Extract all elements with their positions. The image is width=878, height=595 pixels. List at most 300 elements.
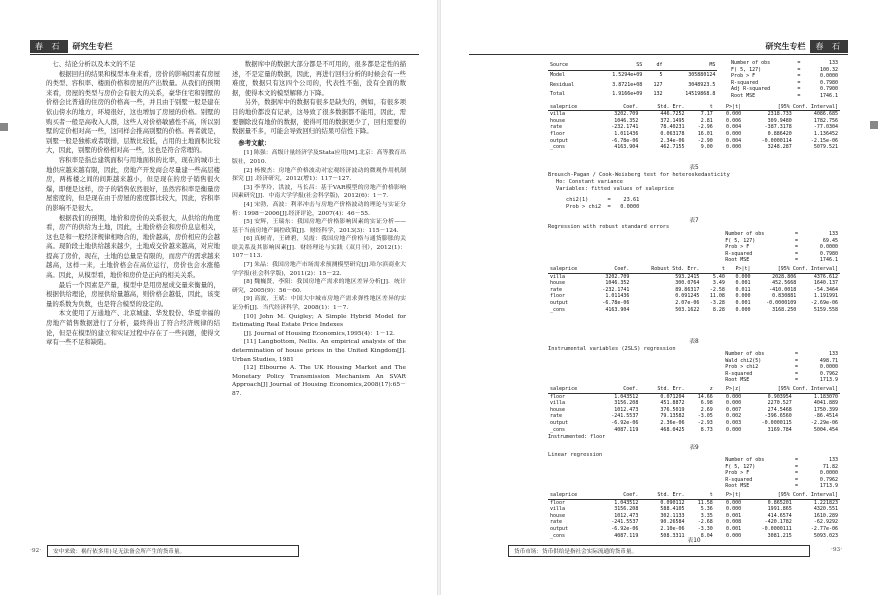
table-cell: = xyxy=(794,483,798,490)
paragraph: 容积率是指总建筑面积与用地面积的比率，现在的城市土地供应越来越有限，因此，房地产开发商会尽量建一些高层楼房，两栋楼之间的间距越来越小，但是现在的房子销售很火爆，即便是这样，房子的销售依然很好，虽然容积率是衡量房屋密度的，但是现在由于房屋的密度都比较大，因此，容积率的影响不是很大。 xyxy=(46,155,220,212)
header-rule xyxy=(30,54,419,55)
table-cell: = xyxy=(794,370,798,377)
table-cell: villa xyxy=(550,506,566,513)
table-cell: 2.69 xyxy=(700,406,713,413)
stat-row xyxy=(729,60,840,67)
column-header: [95% Conf. Interval] xyxy=(743,104,840,111)
table-row xyxy=(548,407,840,414)
table-cell: 1.183070 xyxy=(813,393,838,400)
table-cell: -387.3178 xyxy=(764,124,792,131)
column-header: MS xyxy=(665,60,718,70)
table-cell: = xyxy=(794,237,798,244)
table-cell: 1782.756 xyxy=(813,117,838,124)
table-cell: 0.071204 xyxy=(660,393,685,400)
table-cell: 1640.137 xyxy=(813,280,838,287)
table-cell: 0.7980 xyxy=(819,79,838,86)
table-cell: Wald chi2(5) xyxy=(725,357,762,364)
table-cell: 5079.521 xyxy=(813,144,838,151)
table-cell: -54.3464 xyxy=(813,286,838,293)
table-row xyxy=(548,400,840,407)
table-cell: -3.28 xyxy=(709,299,725,306)
table-cell: 1.136452 xyxy=(813,130,838,137)
table-cell: 2.36e-06 xyxy=(660,419,685,426)
table-cell: Root MSE xyxy=(725,377,750,384)
table-cell: floor xyxy=(550,130,566,137)
paragraph: 最后一个因素是产量，模型中是用房屋成交量来衡量的，根据供给理论，房屋供给量越高，则价格会越低，因此，该变量的系数为负数，也是符合模型的设定的。 xyxy=(46,280,220,308)
table-cell: 0.865201 xyxy=(767,499,792,506)
table-cell: 11.58 xyxy=(697,499,713,506)
table-cell: 2.07e-06 xyxy=(675,299,700,306)
table-cell: 508.3311 xyxy=(660,532,685,539)
table-cell: 1.043512 xyxy=(614,499,639,506)
table-cell: 3169.784 xyxy=(767,426,792,433)
table-cell: 1750.399 xyxy=(813,406,838,413)
column-header: [95% Conf. Interval] xyxy=(753,266,841,273)
table-cell: 0.001 xyxy=(735,280,751,287)
table-row xyxy=(548,70,717,80)
table-cell: _cons xyxy=(550,306,566,313)
section-heading: 七、结论分析以及本文的不足 xyxy=(52,60,136,68)
table-row xyxy=(548,420,840,427)
table-cell: 498.71 xyxy=(819,357,838,364)
table-cell: 0.090112 xyxy=(660,499,685,506)
table-cell: 0.000 xyxy=(726,111,742,118)
column-header: P>|z| xyxy=(715,386,743,393)
stat-row xyxy=(723,351,840,358)
column-header: saleprice xyxy=(548,386,594,393)
table-cell: 0.001 xyxy=(735,299,751,306)
table-cell: 593.2415 xyxy=(675,273,700,280)
table-row xyxy=(548,273,840,280)
table-header-row xyxy=(548,60,717,70)
table-cell: 4163.904 xyxy=(605,306,630,313)
table-cell: -2.77e-06 xyxy=(810,525,838,532)
regression-table-8 xyxy=(548,231,840,313)
table-cell: Number of obs xyxy=(731,60,771,66)
table-cell: 0.000 xyxy=(726,400,742,407)
table-cell: 1.191991 xyxy=(813,293,838,300)
table-row xyxy=(548,526,840,533)
table-cell: 0.000 xyxy=(726,130,742,137)
table-cell: 0.063178 xyxy=(660,130,685,137)
table-cell: = xyxy=(794,377,798,384)
table-cell: 2.10e-06 xyxy=(660,525,685,532)
table-cell: 132 xyxy=(653,91,663,98)
table-cell: 127 xyxy=(653,81,663,88)
reference-item: [10] John M. Quigley; A Simple Hybrid Model for Estimating Real Estate Price Indexes xyxy=(232,313,406,329)
table-row xyxy=(548,513,840,520)
stat-row xyxy=(723,358,840,365)
table-cell: Root MSE xyxy=(725,257,750,264)
table-cell: 2.34e-06 xyxy=(660,137,685,144)
stat-row xyxy=(723,238,840,245)
references-title: 参考文献： xyxy=(238,138,271,147)
column-header: [95% Conf. Interval] xyxy=(743,492,840,499)
table-cell: 14519868.8 xyxy=(685,91,716,98)
table-row xyxy=(548,118,840,125)
table-cell: 2318.733 xyxy=(767,111,792,118)
table-cell: 0.7962 xyxy=(819,370,838,377)
table-cell: = xyxy=(794,463,798,470)
text-column-1 xyxy=(46,60,220,348)
table-cell: = xyxy=(797,79,801,86)
table-cell: 4376.612 xyxy=(813,273,838,280)
column-header: df xyxy=(644,60,664,70)
stat-row xyxy=(723,257,840,264)
paragraph: 另外，数据库中的数据有很多是缺失的，例如，有很多项目的地价都没有记录，这导致了很多数据都不能用，因此，需要删除没有地价的数据，使得可用的数据更少了，回归需要的数据量不多，可能会导致回归的结果可信性下降。 xyxy=(232,98,406,136)
page-number: ·93· xyxy=(831,547,843,553)
stat-row xyxy=(723,464,840,471)
table-cell: -3.30 xyxy=(697,525,713,532)
table-row xyxy=(548,393,840,400)
table-caption: 表9 xyxy=(689,445,699,451)
table-row xyxy=(548,519,840,526)
table-cell: 89.86317 xyxy=(675,286,700,293)
table-cell: = xyxy=(794,250,798,257)
table-cell: 4320.551 xyxy=(813,506,838,513)
table-cell: -77.0304 xyxy=(813,124,838,131)
table-cell: 1012.473 xyxy=(614,512,639,519)
table-cell: 1713.9 xyxy=(819,483,838,490)
table-cell: F( 5, 127) xyxy=(725,237,756,244)
table-cell: = xyxy=(794,476,798,483)
column-header: Std. Err. xyxy=(640,386,686,393)
table-cell: = xyxy=(794,457,798,463)
table-cell: 100.32 xyxy=(819,66,838,73)
table-cell: 372.1495 xyxy=(660,117,685,124)
table-cell: -2.58 xyxy=(709,286,725,293)
table-cell: house xyxy=(550,512,566,519)
stat-row xyxy=(723,470,840,477)
table-cell: -232.1741 xyxy=(602,286,630,293)
table-cell: = xyxy=(794,231,798,237)
table-cell: 0.0000 xyxy=(819,470,838,477)
table-cell: floor xyxy=(550,293,566,300)
table-cell: 4163.904 xyxy=(614,144,639,151)
table-cell: 78.40231 xyxy=(660,124,685,131)
book-spine xyxy=(437,0,441,595)
paragraph: 根据回归的结果和模型本身来看，房价的影响因素有房屋的类型、容积率、楼面价格和房屋的产出数量。从我们的预期来看，房屋的类型与房价会有很大的关系，豪华住宅和别墅的价格会比普通的住房的价格高一些，并且由于别墅一般是建在依山傍水的地方，环境很好，这也增加了房屋的价格。别墅的购买者一般是高收入人群，这些人对价格敏感性不高，所以别墅的定价相对高一些，这同样会推高别墅的价格。再者就是，别墅一般是独栋或者联排，层数比较低，占用的土地面积比较大，因此，别墅的价格相对高一些，这也是符合常理的。 xyxy=(46,69,220,155)
table-cell: 6.98 xyxy=(700,400,713,407)
text-column-2 xyxy=(232,60,406,399)
bp-test-prob: Prob > chi2 = 0.0000 xyxy=(566,204,640,210)
table-row xyxy=(548,499,840,506)
table-cell: 0.000 xyxy=(726,426,742,433)
table-cell: 0.011 xyxy=(735,286,751,293)
table-cell: 3.8721e+08 xyxy=(612,81,643,88)
table-row xyxy=(548,144,840,151)
table-header-row xyxy=(548,386,840,393)
table-cell: 133 xyxy=(828,231,838,237)
table-cell: floor xyxy=(550,499,566,506)
table-cell: -241.5537 xyxy=(611,413,639,420)
table-cell: 79.13582 xyxy=(660,413,685,420)
table-row xyxy=(548,413,840,420)
fit-stats xyxy=(723,457,840,490)
reference-item: [11] Langbottom, Nellis. An empirical analysis of the determination of house prices in the United Kingdom[J]. Urban Studies, 1981 xyxy=(232,339,406,363)
table-cell: 90.26584 xyxy=(660,519,685,526)
table-row xyxy=(548,427,840,434)
table-row xyxy=(548,138,840,145)
table-cell: 376.5019 xyxy=(660,406,685,413)
table-caption: 表5 xyxy=(689,165,699,171)
table-row xyxy=(548,293,840,300)
table-cell: -0.0000111 xyxy=(761,525,792,532)
magazine-logo: 春 石 xyxy=(30,40,68,53)
footer-note: 安中来致：祸行依多用)足无法备会所产生的货币量。 xyxy=(47,545,299,557)
table-row xyxy=(548,280,840,287)
table-cell: 16.01 xyxy=(697,130,713,137)
table-cell: _cons xyxy=(550,144,566,151)
table-header-row xyxy=(548,266,840,273)
table-cell: output xyxy=(550,137,569,144)
table-cell: house xyxy=(550,117,566,124)
table-cell: Total xyxy=(550,91,566,98)
table-cell: 4086.685 xyxy=(813,111,838,118)
table-cell: villa xyxy=(550,111,566,118)
table-cell: 2028.806 xyxy=(772,273,797,280)
column-header: P>|t| xyxy=(727,266,753,273)
table-cell: 0.000 xyxy=(726,393,742,400)
table-cell: = xyxy=(797,60,801,66)
table-cell: 305880124 xyxy=(688,72,716,79)
table-cell: 0.7962 xyxy=(819,476,838,483)
table-row xyxy=(548,287,840,294)
table-cell: 0.0000 xyxy=(819,244,838,251)
references-list xyxy=(232,149,406,398)
table-cell: 1046.352 xyxy=(614,117,639,124)
reference-item: [2] 杨俊杰：房地产价格波动对宏观经济波动的微观作用机制探究 [J] .经济研究，2012(增1)：117－127. xyxy=(232,167,406,183)
thumb-tab-marker xyxy=(0,123,8,131)
table-cell: rate xyxy=(550,124,563,131)
table-cell: 452.5668 xyxy=(772,280,797,287)
reference-item: [4] 宋勃，高波：利率冲击与房地产价格波动的理论与实证分析：1998－2006[J].经济评论，2007(4)：46－55. xyxy=(232,201,406,217)
table-cell: R-squared xyxy=(731,79,759,86)
coef-table xyxy=(548,266,840,313)
table-cell: floor xyxy=(550,393,566,400)
table-cell: 3081.215 xyxy=(767,532,792,539)
table-cell: output xyxy=(550,419,569,426)
table-row xyxy=(548,124,840,131)
reference-item: [7] 朱晶：我国房地产市场需求预测模型研究[J].哈尔滨商业大学学报(社会科学版)，2011(2)：15－22. xyxy=(232,262,406,277)
table-cell: 133 xyxy=(828,457,838,463)
table-cell: 71.82 xyxy=(822,463,838,470)
table-cell: -241.5537 xyxy=(611,519,639,526)
stat-row xyxy=(723,477,840,484)
table-cell: -0.0000109 xyxy=(766,299,797,306)
table-cell: 69.45 xyxy=(822,237,838,244)
reference-item: [5] 安辉，王瑞东：我国房地产价格影响因素的实证分析—— 基于当前房地产调控政策[J]．财经科学，2013(3)：115－124. xyxy=(232,219,406,234)
table-cell: 0.000 xyxy=(735,273,751,280)
column-2-paragraphs xyxy=(232,60,406,137)
table-header-row xyxy=(548,104,840,111)
anova-table xyxy=(548,60,717,100)
table-cell: 0.003 xyxy=(726,419,742,426)
table-cell: 1.011436 xyxy=(605,293,630,300)
reference-item: [12] Elbourne A. The UK Housing Market and The Monetary Policy Transmission Mechanism An SVAR Approach[J] Journal of Housing Economics,2008(17):65－87. xyxy=(232,365,406,397)
table-cell: 1746.1 xyxy=(819,257,838,264)
table-cell: 8.28 xyxy=(712,306,725,313)
table-cell: -2.29e-06 xyxy=(810,419,838,426)
table-row xyxy=(548,506,840,513)
table-cell: 2.81 xyxy=(700,117,713,124)
bp-test-title: Breusch-Pagan / Cook-Weisberg test for heteroskedasticity xyxy=(548,172,730,178)
table-cell: 3202.709 xyxy=(614,111,639,118)
table-cell: 11.08 xyxy=(709,293,725,300)
column-header: Std. Err. xyxy=(640,492,686,499)
reference-item: [8] 魏巍贤，李阳：我国房地产需求的地区差异分析[J]．统计研究，2005(9)：56－60. xyxy=(232,279,406,294)
table-caption: 表7 xyxy=(689,218,699,224)
table-cell: Prob > F xyxy=(725,244,750,251)
table-cell: 300.0764 xyxy=(675,280,700,287)
table-cell: 1.5294e+09 xyxy=(612,72,643,79)
table-cell: 1.043512 xyxy=(614,393,639,400)
table-cell: Root MSE xyxy=(725,483,750,490)
table-cell: R-squared xyxy=(725,250,753,257)
table-cell: 0.0000 xyxy=(819,73,838,80)
table-cell: 5004.454 xyxy=(813,426,838,433)
section-title: 研究生专栏 xyxy=(72,41,113,51)
table-cell: -2.68 xyxy=(697,519,713,526)
table9-title: Instrumental variables (2SLS) regression xyxy=(548,346,676,352)
table-cell: rate xyxy=(550,286,563,293)
table-cell: -6.78e-06 xyxy=(602,299,630,306)
table-cell: 446.7252 xyxy=(660,111,685,118)
fit-stats xyxy=(729,60,840,100)
table-cell: -2.15e-06 xyxy=(810,137,838,144)
table-cell: 468.0425 xyxy=(660,426,685,433)
table-cell: 133 xyxy=(828,60,838,66)
column-header: saleprice xyxy=(548,492,594,499)
right-footer xyxy=(502,546,816,556)
column-header: SS xyxy=(592,60,645,70)
section-title: 研究生专栏 xyxy=(765,41,806,51)
table-cell: = xyxy=(797,66,801,73)
bp-test-vars: Variables: fitted values of saleprice xyxy=(556,186,674,192)
table-cell: = xyxy=(797,73,801,80)
table-cell: 0.000 xyxy=(735,293,751,300)
footer-note: 货币市场：货币供给是指社会实际流通的货币量。 xyxy=(508,545,810,557)
bp-test-ho: Ho: Constant variance xyxy=(556,179,623,185)
paragraph: 数据库中的数据大部分都是不可用的，很多都是定性的描述，不是定量的数据，因此，再进行回归分析的时候会有一些难度，数据只有这四个公司的，代表性不强，没有全面的数据，使得本文的模型解释力下降。 xyxy=(232,60,406,97)
table-cell: = xyxy=(797,92,801,99)
table-cell: -62.9292 xyxy=(813,519,838,526)
table-cell: 1991.865 xyxy=(767,506,792,513)
table-cell: -6.92e-06 xyxy=(611,419,639,426)
table-cell: 0.886420 xyxy=(767,130,792,137)
reference-item: [1] 陈强：高级计量经济学及Stata应用[M].北京：高等教育出版社，2010. xyxy=(232,150,407,165)
table-caption: 表8 xyxy=(689,339,699,345)
table-cell: 0.0000 xyxy=(819,364,838,371)
table-row xyxy=(548,81,717,91)
reference-item: [6] 真树青，王碑碧，吴霞：我国房地产价格与通货膨胀的关联关系及其影响因素[J]．财经理论与实践（双月刊），2012(1)：107－113. xyxy=(232,236,406,260)
column-header: saleprice xyxy=(548,104,594,111)
table-cell: 7.17 xyxy=(700,111,713,118)
regression-table-5 xyxy=(548,60,840,151)
table-cell: 588.4105 xyxy=(660,506,685,513)
table-cell: 0.000 xyxy=(726,532,742,539)
table-cell: = xyxy=(797,86,801,93)
table-cell: F( 5, 127) xyxy=(725,463,756,470)
table-cell: _cons xyxy=(550,532,566,539)
paragraph: 根据我们的预期，地价和房价的关系很大，从供给的角度看，房产的供给为土地，因此，土地价格会和房价息息相关，这也是和一般经济规律相吻合的，地价越高，房价相应的会越高。现阶段土地供给越来越少，土地成交价越来越高，对应地提高了房价，现在，土地的总量是有限的，而房产的需求越来越高，这样一来，土地价格会在高位运行，房价也会水涨船高。因此，从模型看，地价和房价是正向的相关关系。 xyxy=(46,213,220,280)
stat-row xyxy=(729,73,840,80)
table-cell: 1012.473 xyxy=(614,406,639,413)
column-header: Robust Std. Err. xyxy=(631,266,701,273)
reference-item: [J]. Journal of Housing Economics,1995(4)：1－12. xyxy=(243,330,395,337)
stat-row xyxy=(729,80,840,87)
column-header: t xyxy=(701,266,727,273)
table-cell: 2270.527 xyxy=(767,400,792,407)
column-header: Coef. xyxy=(594,492,640,499)
table-cell: 0.000 xyxy=(726,499,742,506)
stat-row xyxy=(723,231,840,238)
table-cell: 1610.289 xyxy=(813,512,838,519)
table-cell: 451.8872 xyxy=(660,400,685,407)
column-header: t xyxy=(687,492,715,499)
table-cell: villa xyxy=(550,400,566,407)
table-cell: 3202.709 xyxy=(605,273,630,280)
table-cell: = xyxy=(794,364,798,371)
table-cell: 3.49 xyxy=(712,280,725,287)
table-cell: output xyxy=(550,525,569,532)
table-header-row xyxy=(548,492,840,499)
table-cell: 0.007 xyxy=(726,406,742,413)
table-cell: house xyxy=(550,406,566,413)
stat-row xyxy=(723,483,840,490)
table-cell: 309.9480 xyxy=(767,117,792,124)
table-cell: R-squared xyxy=(725,370,753,377)
column-header: Source xyxy=(548,60,592,70)
table-cell: rate xyxy=(550,519,563,526)
instrument-note: Instrumented: floor xyxy=(548,434,606,441)
regression-table-9 xyxy=(548,351,840,441)
table-cell: 1046.352 xyxy=(605,280,630,287)
column-header: t xyxy=(687,104,715,111)
table-cell: Residual xyxy=(550,81,575,88)
right-header xyxy=(760,40,848,52)
table-row xyxy=(548,111,840,118)
stat-row xyxy=(729,93,840,100)
table-cell: -86.4514 xyxy=(813,413,838,420)
table-cell: 0.000 xyxy=(726,144,742,151)
table-cell: 0.000 xyxy=(726,506,742,513)
table-cell: 0.000 xyxy=(735,306,751,313)
table-cell: 0.008 xyxy=(726,519,742,526)
table-cell: 1.221823 xyxy=(813,499,838,506)
table-cell: house xyxy=(550,280,566,287)
table-cell: 0.7980 xyxy=(819,250,838,257)
table-cell: 3048923.5 xyxy=(688,81,716,88)
table-cell: _cons xyxy=(550,426,566,433)
table-cell: villa xyxy=(550,273,566,280)
reference-item: [3] 李孝玲，洪波，马长昌：基于VAR模型的房地产价格影响因素研究[J]．中南大学学报(社会科学版)，2012(6)：1－7. xyxy=(232,184,406,200)
table-cell: 8.73 xyxy=(700,426,713,433)
table-cell: R-squared xyxy=(725,476,753,483)
table-cell: 503.1622 xyxy=(675,306,700,313)
table-cell: -3.05 xyxy=(697,413,713,420)
column-header: Coef. xyxy=(594,386,640,393)
table-cell: 3156.208 xyxy=(614,400,639,407)
table-cell: 5 xyxy=(659,72,663,79)
column-header: P>|t| xyxy=(715,492,743,499)
table-cell: Number of obs xyxy=(725,231,765,237)
reference-item: [9] 高波，王斌：中国大中城市房地产需求弹性地区差异的实证分析[J]．当代经济科学，2008(1)：1－7. xyxy=(232,296,406,312)
table-cell: 302.1133 xyxy=(660,512,685,519)
table-cell: Root MSE xyxy=(731,92,756,99)
table-cell: 274.5468 xyxy=(767,406,792,413)
table-cell: 0.002 xyxy=(726,413,742,420)
